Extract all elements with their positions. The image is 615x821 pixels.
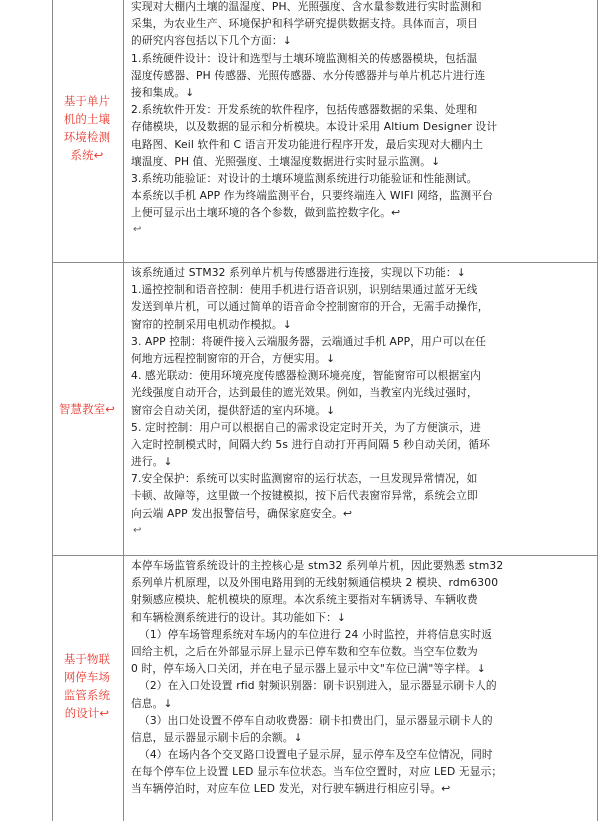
text-line: 射频感应模块、舵机模块的原理。本次系统主要指对车辆诱导、车辆收费: [131, 593, 478, 607]
text-line: 该系统通过 STM32 系列单片机与传感器进行连接，实现以下功能：↓: [131, 266, 466, 279]
text-line: 回给主机，之后在外部显示屏上显示已停车数和空车位数。当空车位数为: [131, 644, 478, 658]
row-label: 基于物联 网停车场 监管系统 的设计↩: [63, 652, 111, 720]
text-line: 1.系统硬件设计：设计和选型与土壤环境监测相关的传感器模块，包括温: [131, 51, 478, 65]
text-line: 进行。↓: [131, 455, 173, 469]
text-line: 3. APP 控制：将硬件接入云端服务器，云端通过手机 APP，用户可以在任: [131, 334, 487, 348]
text-line: 3.系统功能验证：对设计的土壤环境监测系统进行功能验证和性能测试。: [131, 171, 478, 185]
text-line: 电路图、Keil 软件和 C 语言开发功能进行程序开发，最后实现对大棚内土: [131, 137, 484, 151]
text-line: 发送到单片机，可以通过简单的语音命令控制窗帘的开合，无需手动操作，: [131, 300, 489, 314]
table-row: [0, 262, 615, 555]
text-line: 和车辆检测系统进行的设计。其功能如下：↓: [131, 610, 347, 624]
row-label: 智慧教室↩: [58, 402, 116, 416]
text-line: 4. 感光联动：使用环境亮度传感器检测环境亮度，智能窗帘可以根据室内: [131, 369, 482, 383]
text-line: 上便可显示出土壤环境的各个参数，做到监控数字化。↩: [131, 206, 401, 220]
text-line: 接和集成。↓: [131, 85, 195, 99]
table-row: [0, 0, 615, 262]
text-line: 入定时控制模式时，间隔大约 5s 进行自动打开再间隔 5 秒自动关闭，循环: [131, 437, 490, 451]
text-line: 采集，为农业生产、环境保护和科学研究提供数据支持。具体而言，项目: [131, 17, 478, 31]
text-line: 系列单片机原理，以及外围电路用到的无线射频通信模块 2 模块、rdm6300: [131, 576, 499, 590]
text-line: 实现对大棚内土壤的温湿度、PH、光照强度、含水量参数进行实时监测和: [131, 0, 482, 13]
text-line: 1.遥控控制和语音控制：使用手机进行语音识别，识别结果通过蓝牙无线: [131, 283, 478, 297]
text-line: 5. 定时控制：用户可以根据自己的需求设定定时开关，为了方便演示，进: [131, 420, 482, 434]
table-row: [0, 555, 615, 821]
row-content: [131, 264, 589, 539]
text-line: 窗帘会自动关闭，提供舒适的室内环境。↓: [131, 403, 336, 417]
text-line: 2.系统软件开发：开发系统的软件程序，包括传感器数据的采集、处理和: [131, 103, 478, 117]
paragraph-mark: ↩: [133, 524, 142, 536]
text-line: 存储模块，以及数据的显示和分析模块。本设计采用 Altium Designer 设计: [131, 120, 498, 134]
text-line: 壤温度、PH 值、光照强度、土壤湿度数据进行实时显示监测。↓: [131, 154, 441, 168]
text-line: 在每个停车位上设置 LED 显示车位状态。当车位空置时，对应 LED 无显示；: [131, 765, 503, 779]
text-line: 湿度传感器、PH 传感器、光照传感器、水分传感器并与单片机芯片进行连: [131, 68, 486, 82]
row-content: [131, 0, 589, 239]
text-line: 信息，显示器显示刷卡后的余额。↓: [131, 730, 303, 744]
text-line: （2）在入口处设置 rfid 射频识别器：刷卡识别进入，显示器显示刷卡人的: [139, 679, 497, 693]
paragraph-mark: ↩: [133, 224, 142, 236]
text-line: 信息。↓: [131, 696, 173, 710]
row-content: [131, 557, 589, 798]
text-line: 的研究内容包括以下几个方面：↓: [131, 34, 292, 48]
text-line: 向云端 APP 发出报警信号，确保家庭安全。↩: [131, 506, 353, 520]
text-line: 光线强度自动开合，达到最佳的遮光效果。例如，当教室内光线过强时，: [131, 386, 478, 400]
text-line: 0 时，停车场入口关闭，并在电子显示器上显示中文"车位已满"等字样。↓: [131, 662, 486, 676]
text-line: 卡顿、故障等，这里做一个按键模拟，按下后代表窗帘异常，系统会立即: [131, 489, 478, 503]
text-line: 本停车场监管系统设计的主控核心是 stm32 系列单片机，因此要熟悉 stm32: [131, 559, 504, 572]
text-line: 何地方远程控制窗帘的开合，方便实用。↓: [131, 351, 336, 365]
row-label: 基于单片 机的土壤 环境检测 系统↩: [63, 94, 111, 162]
text-line: 本系统以手机 APP 作为终端监测平台，只要终端连入 WIFI 网络，监测平台: [131, 189, 493, 203]
text-line: 当车辆停泊时，对应车位 LED 发光，对行驶车辆进行相应引导。↩: [131, 782, 451, 796]
text-line: （4）在场内各个交叉路口设置电子显示屏，显示停车及空车位情况，同时: [139, 748, 493, 762]
text-line: （3）出口处设置不停车自动收费器：刷卡扣费出门，显示器显示刷卡人的: [139, 713, 493, 727]
text-line: 窗帘的控制采用电机动作模拟。↓: [131, 317, 292, 331]
text-line: 7.安全保护：系统可以实时监测窗帘的运行状态，一旦发现异常情况，如: [131, 472, 478, 486]
text-line: （1）停车场管理系统对车场内的车位进行 24 小时监控，并将信息实时返: [139, 627, 493, 641]
